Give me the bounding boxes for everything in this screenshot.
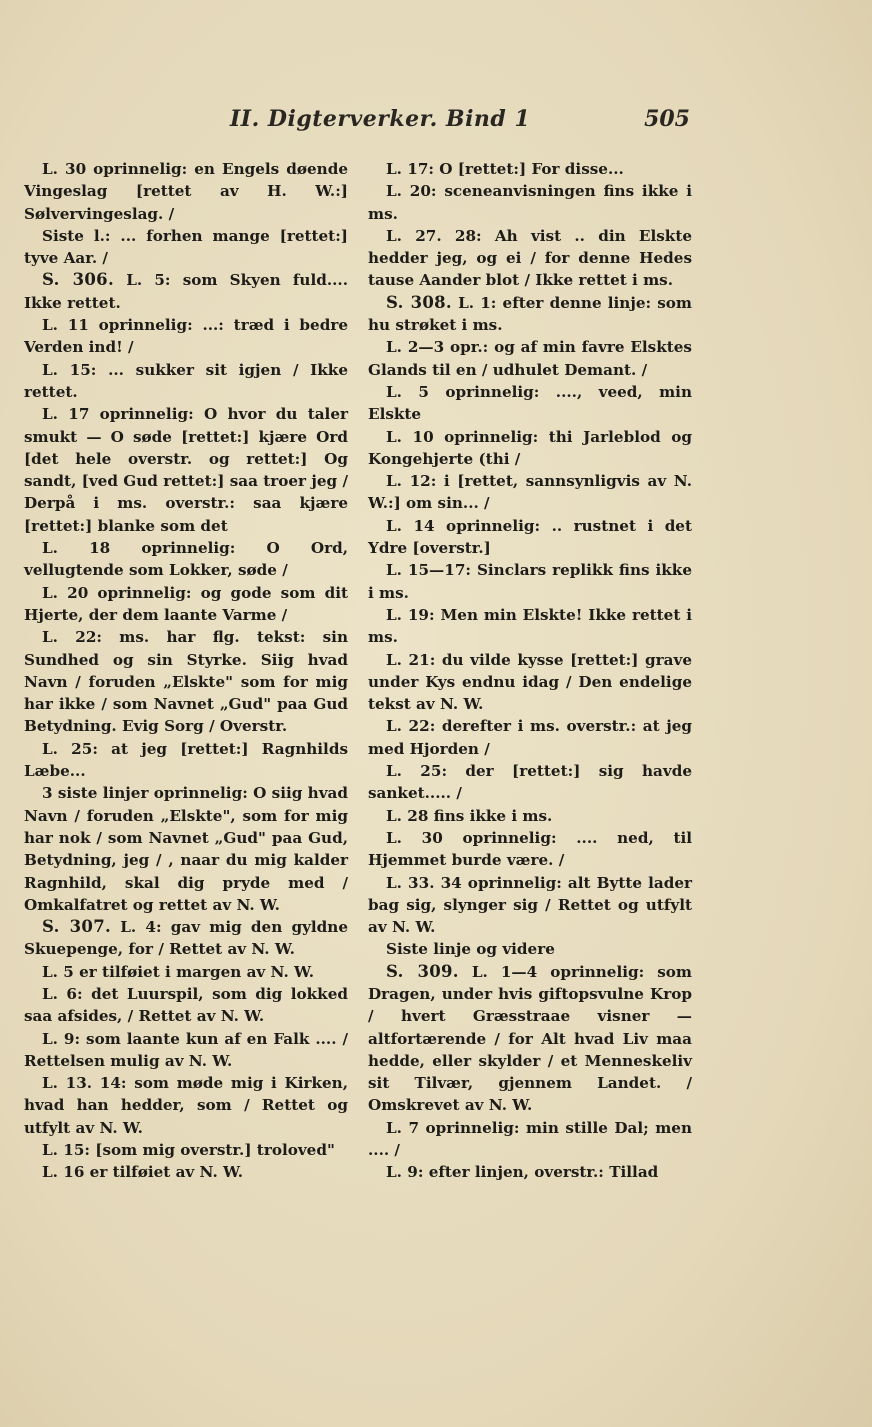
note-entry [24, 269, 348, 314]
note-entry [24, 359, 348, 404]
note-text: L. 17: O [rettet:] For disse... [386, 160, 624, 178]
running-head [230, 106, 690, 140]
note-text: L. 5 er tilføiet i margen av N. W. [42, 962, 315, 981]
note-entry [368, 426, 692, 471]
note-text: L. 9: efter linjen, overstr.: Tillad [386, 1163, 659, 1182]
note-entry [368, 715, 692, 760]
note-text: L. 30 oprinnelig: en Engels døende Vingeslag [rettet av H. W.:] Sølvervingeslag. / [24, 160, 348, 223]
note-entry [368, 1161, 692, 1183]
note-text: L. 33. 34 oprinnelig: alt Bytte lader bag sig, slynger sig / Rettet og utfylt av N. W. [368, 873, 692, 937]
note-text: L. 22: derefter i ms. overstr.: at jeg med Hjorden / [368, 717, 692, 758]
note-text: L. 22: ms. har flg. tekst: sin Sundhed og sin Styrke. Siig hvad Navn / foruden „Elskte" som for mig har ikke / som Navnet „Gud" paa Gud Betydning. Evig Sorg / Overstr. [24, 628, 348, 736]
note-entry [368, 180, 692, 225]
note-entry [24, 626, 348, 737]
note-entry [368, 961, 692, 1117]
note-text: L. 20: sceneanvisningen fins ikke i ms. [368, 182, 692, 223]
note-entry [368, 381, 692, 426]
note-entry [24, 961, 348, 983]
note-text: L. 15: ... sukker sit igjen / Ikke rettet. [24, 360, 348, 401]
note-entry [368, 559, 692, 604]
page-number: 505 [644, 106, 690, 132]
note-text: L. 5: som Skyen fuld.... Ikke rettet. [24, 271, 348, 312]
note-text: L. 30 oprinnelig: .... ned, til Hjemmet burde være. / [368, 828, 692, 870]
note-entry [24, 582, 348, 627]
note-entry [368, 604, 692, 649]
note-text: L. 27. 28: Ah vist .. din Elskte hedder jeg, og ei / for denne Hedes tause Aander blot / Ikke rettet i ms. [368, 226, 692, 290]
note-text: L. 9: som laante kun af en Falk .... / Rettelsen mulig av N. W. [24, 1029, 348, 1070]
note-entry [24, 314, 348, 359]
note-entry [24, 983, 348, 1028]
note-entry [24, 1161, 348, 1183]
note-entry [368, 158, 692, 180]
note-text: Siste linje og videre [386, 940, 555, 959]
note-text: L. 25: at jeg [rettet:] Ragnhilds Læbe... [24, 739, 348, 781]
note-entry [24, 782, 348, 916]
note-entry [368, 1117, 692, 1162]
note-text: L. 25: der [rettet:] sig havde sanket..... / [368, 762, 692, 803]
section-ref: S. 309. [386, 961, 459, 981]
note-text: L. 1: efter denne linje: som hu strøket i ms. [368, 293, 692, 335]
note-text: L. 1—4 oprinnelig: som Dragen, under hvis giftopsvulne Krop / hvert Græsstraae visner — altfortærende / for Alt hvad Liv maa hedde, eller skylder / et Menneskeliv sit Tilvær, gjennem Landet. / Omskrevet av N. W. [368, 962, 692, 1115]
note-entry [368, 649, 692, 716]
note-entry [368, 827, 692, 872]
note-text: L. 4: gav mig den gyldne Skuepenge, for / Rettet av N. W. [24, 918, 348, 959]
note-text: L. 13. 14: som møde mig i Kirken, hvad han hedder, som / Rettet og utfylt av N. W. [24, 1074, 348, 1137]
note-entry [24, 1139, 348, 1161]
note-entry [24, 537, 348, 582]
note-text: L. 17 oprinnelig: O hvor du taler smukt — O søde [rettet:] kjære Ord [det hele overstr. og rettet:] Og sandt, [ved Gud rettet:] saa troer jeg / Derpå i ms. overstr.: saa kjære [rettet:] blanke som det [24, 405, 348, 535]
note-entry [24, 1072, 348, 1139]
note-entry [368, 470, 692, 515]
note-text: 3 siste linjer oprinnelig: O siig hvad Navn / foruden „Elskte", som for mig har nok / som Navnet „Gud" paa Gud, Betydning, jeg / , naar du mig kalder Ragnhild, skal dig pryde med / Omkalfatret og rettet av N. W. [24, 784, 348, 914]
right-column [368, 158, 692, 1184]
note-text: L. 10 oprinnelig: thi Jarleblod og Kongehjerte (thi / [368, 427, 692, 468]
note-text: L. 16 er tilføiet av N. W. [42, 1163, 243, 1182]
note-entry [368, 336, 692, 381]
note-entry [368, 225, 692, 292]
note-entry [368, 760, 692, 805]
note-entry [24, 916, 348, 961]
note-text: L. 6: det Luurspil, som dig lokked saa afsides, / Rettet av N. W. [24, 984, 348, 1026]
note-entry [368, 805, 692, 827]
note-text: L. 11 oprinnelig: ...: træd i bedre Verden ind! / [24, 316, 348, 357]
note-entry [368, 872, 692, 939]
note-text: L. 15: [som mig overstr.] troloved" [42, 1141, 335, 1160]
note-text: L. 12: i [rettet, sannsynligvis av N. W.:] om sin... / [368, 472, 692, 513]
note-text: L. 19: Men min Elskte! Ikke rettet i ms. [368, 605, 692, 647]
running-title: II. Digterverker. Bind 1 [230, 106, 531, 132]
note-text: L. 14 oprinnelig: .. rustnet i det Ydre [overstr.] [368, 516, 692, 558]
note-text: L. 7 oprinnelig: min stille Dal; men .... / [368, 1118, 692, 1160]
note-entry [368, 515, 692, 560]
note-entry [24, 738, 348, 783]
note-entry [24, 158, 348, 225]
left-column [24, 158, 348, 1184]
note-entry [24, 1028, 348, 1073]
note-entry [24, 225, 348, 270]
section-ref: S. 308. [386, 292, 452, 312]
section-ref: S. 306. [42, 270, 115, 290]
note-text: Siste l.: ... forhen mange [rettet:] tyve Aar. / [24, 226, 348, 268]
note-text: L. 18 oprinnelig: O Ord, vellugtende som Lokker, søde / [24, 539, 348, 580]
section-ref: S. 307. [42, 917, 112, 937]
note-text: L. 15—17: Sinclars replikk fins ikke i ms. [368, 561, 692, 602]
note-text: L. 20 oprinnelig: og gode som dit Hjerte, der dem laante Varme / [24, 583, 348, 624]
note-entry [368, 292, 692, 337]
note-entry [24, 403, 348, 537]
note-text: L. 2—3 opr.: og af min favre Elsktes Glands til en / udhulet Demant. / [368, 338, 692, 379]
note-entry [368, 938, 692, 960]
note-text: L. 21: du vilde kysse [rettet:] grave under Kys endnu idag / Den endelige tekst av N. W. [368, 650, 692, 714]
note-text: L. 28 fins ikke i ms. [386, 806, 553, 825]
note-text: L. 5 oprinnelig: ...., veed, min Elskte [368, 382, 692, 424]
